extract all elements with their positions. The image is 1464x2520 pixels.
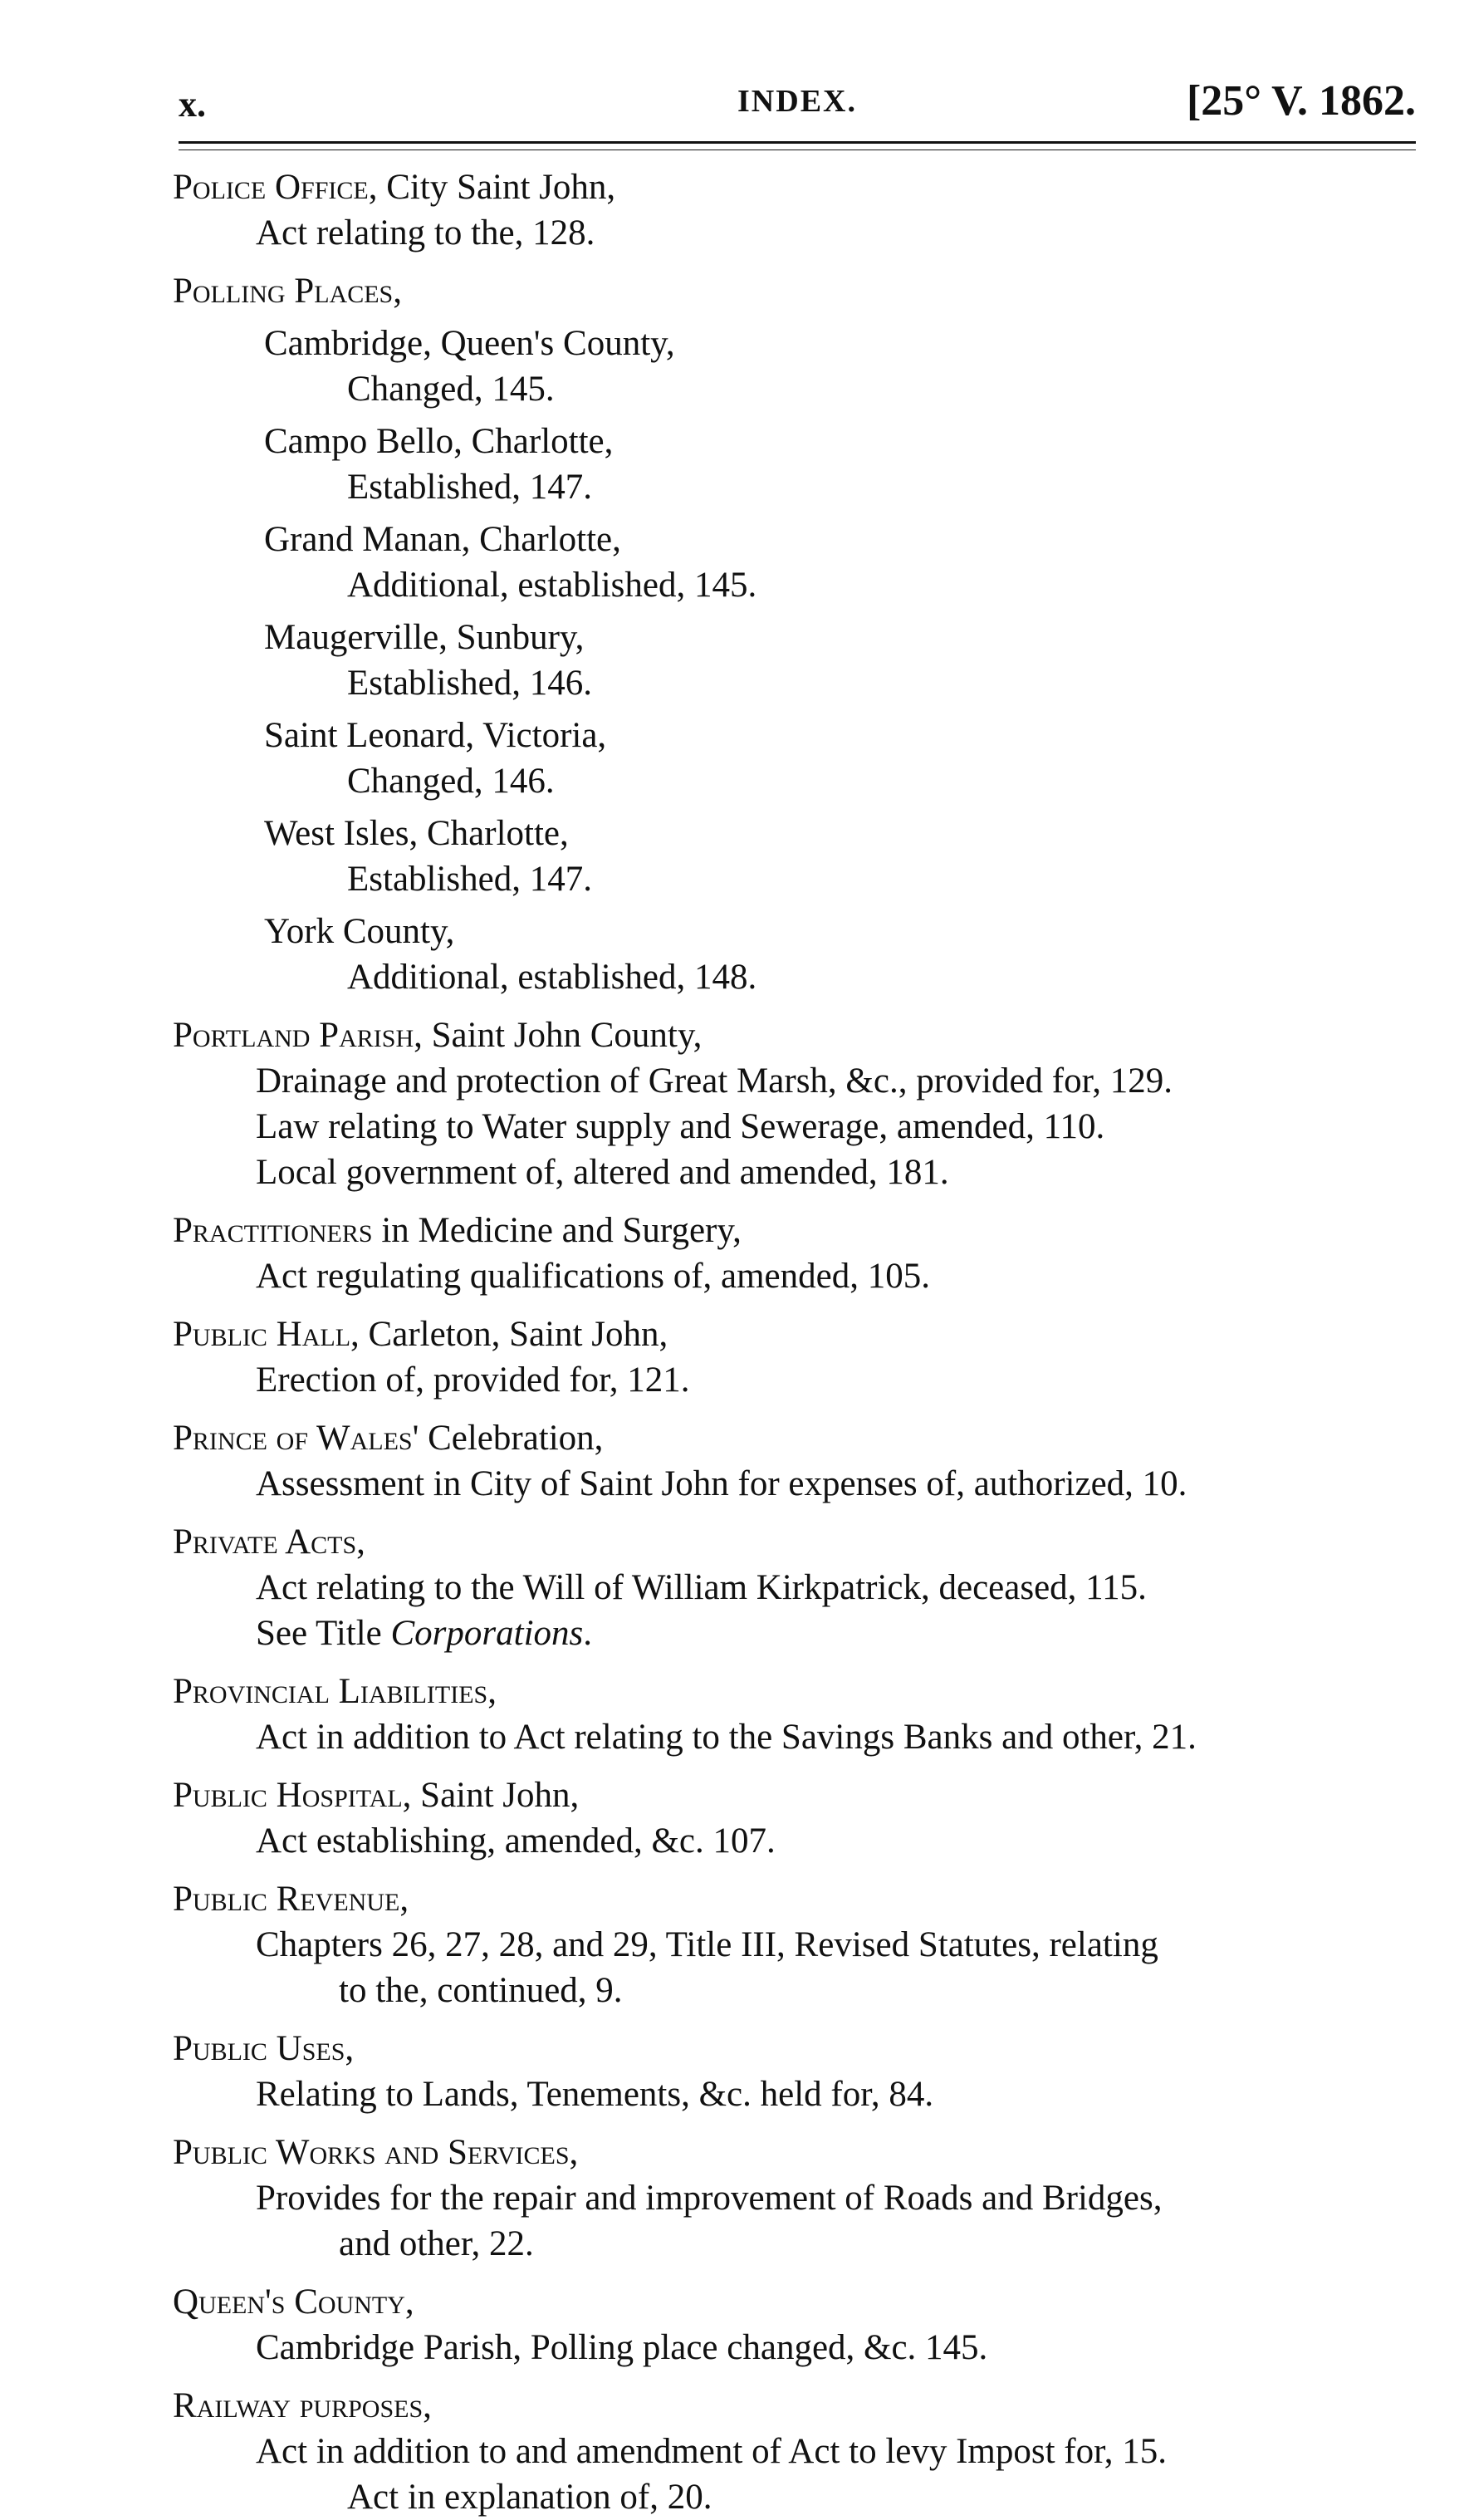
entry-heading-rest: , [356,1522,365,1562]
entry-heading-line [173,1772,1418,1818]
entry-heading-line [173,2026,1418,2071]
entry-heading-line [173,1876,1418,1922]
polling-place-detail: Changed, 145. [347,370,555,409]
polling-place [173,909,1418,1000]
polling-place [173,615,1418,706]
index-entry [173,2026,1418,2117]
page-title: INDEX. [737,84,857,119]
entry-line: Act relating to the Will of William Kirkpatrick, deceased, 115. [256,1568,1147,1607]
entry-line: Assessment in City of Saint John for expenses of, authorized, 10. [256,1464,1187,1503]
header-rule [179,141,1416,144]
entry-heading-rest: ' Celebration, [412,1419,604,1458]
polling-place-name: York County, [264,912,455,951]
page-folio: x. [179,84,206,125]
entry-heading-rest: , Saint John, [402,1776,580,1815]
entry-heading-line [173,1519,1418,1565]
entry-heading: Practitioners [173,1211,373,1250]
entry-line: Act in addition to Act relating to the Savings Banks and other, 21. [256,1718,1197,1757]
entry-heading-line [173,1208,1418,1253]
polling-place [173,321,1418,412]
polling-place-name: Grand Manan, Charlotte, [264,520,621,559]
entry-heading-line [173,1012,1418,1058]
entry-subline: Act in explanation of, 20. [347,2478,712,2517]
entry-heading-line [173,164,1418,210]
entry-heading-rest: , [404,2282,414,2321]
entry-line: Local government of, altered and amended, 181. [256,1153,949,1192]
index-entry [173,2383,1418,2520]
entry-heading-line [173,2130,1418,2175]
entry-heading-line [173,1669,1418,1714]
entry-heading: Provincial Liabilities [173,1672,488,1711]
entry-line [173,2175,1418,2267]
entry-line: Relating to Lands, Tenements, &c. held for, 84. [256,2075,934,2114]
polling-place [173,811,1418,902]
index-entry [173,1012,1418,1195]
entry-heading: Public Hospital [173,1776,403,1815]
polling-place [173,713,1418,804]
polling-place-detail: Established, 147. [347,860,592,899]
entry-line-text: Provides for the repair and improvement of Roads and Bridges, [256,2179,1163,2218]
index-entry [173,2130,1418,2267]
index-body [173,164,1418,2520]
polling-place-detail: Established, 146. [347,664,592,703]
entry-heading-rest: , City Saint John, [368,168,616,207]
entry-line: Act in addition to and amendment of Act to levy Impost for, 15. [256,2432,1167,2471]
entry-heading: Polling Places [173,272,394,311]
entry-heading-rest: , Carleton, Saint John, [350,1315,668,1354]
polling-place-detail: Established, 147. [347,468,592,507]
index-entry [173,1311,1418,1403]
entry-line-text: Chapters 26, 27, 28, and 29, Title III, Revised Statutes, relating [256,1925,1158,1964]
entry-heading: Queen's County [173,2282,405,2321]
polling-place-name: West Isles, Charlotte, [264,814,569,853]
polling-place [173,517,1418,608]
polling-place-name: Campo Bello, Charlotte, [264,422,614,461]
polling-place [173,419,1418,510]
entry-line: Drainage and protection of Great Marsh, &c., provided for, 129. [256,1061,1173,1101]
entry-line: Cambridge Parish, Polling place changed, &c. 145. [256,2328,988,2367]
see-prefix: See Title [256,1614,391,1653]
entry-heading-rest: in Medicine and Surgery, [372,1211,742,1250]
entry-heading: Public Uses [173,2029,345,2068]
entry-heading-line [173,268,1418,314]
index-entry [173,1772,1418,1864]
index-entry [173,1415,1418,1507]
index-entry [173,1876,1418,2013]
entry-line-continuation: and other, 22. [339,2224,534,2263]
polling-place-name: Maugerville, Sunbury, [264,618,585,657]
entry-line: Act relating to the, 128. [256,213,595,252]
entry-heading: Police Office [173,168,369,207]
entry-line: Erection of, provided for, 121. [256,1361,690,1400]
entry-heading-line [173,1311,1418,1357]
page-header [179,76,1416,135]
index-entry [173,1669,1418,1760]
polling-place-detail: Changed, 146. [347,762,555,801]
entry-heading-line [173,2383,1418,2429]
see-suffix: . [583,1614,593,1653]
entry-heading: Public Works and Services [173,2133,570,2172]
entry-heading: Public Hall [173,1315,351,1354]
entry-line [173,1922,1418,2013]
entry-heading-rest: , [399,1880,409,1919]
entry-line: Law relating to Water supply and Sewerage, amended, 110. [256,1107,1105,1146]
entry-heading: Public Revenue [173,1880,400,1919]
index-entry [173,268,1418,1000]
entry-heading: Portland Parish [173,1016,414,1055]
index-entry [173,1208,1418,1299]
entry-heading-line [173,2279,1418,2325]
entry-heading-line [173,1415,1418,1461]
entry-heading-rest: , [345,2029,355,2068]
index-entry [173,2279,1418,2370]
entry-heading-rest: , [423,2386,432,2425]
polling-place-name: Cambridge, Queen's County, [264,324,675,363]
entry-line-continuation: to the, continued, 9. [339,1971,623,2010]
polling-place-name: Saint Leonard, Victoria, [264,716,607,755]
index-entry [173,164,1418,256]
entry-heading-rest: , [393,272,402,311]
polling-place-detail: Additional, established, 148. [347,958,757,997]
entry-heading-rest: , Saint John County, [414,1016,703,1055]
index-entry [173,1519,1418,1656]
entry-heading: Private Acts [173,1522,357,1562]
entry-heading-rest: , [487,1672,497,1711]
entry-heading-rest: , [569,2133,579,2172]
entry-line: Act establishing, amended, &c. 107. [256,1821,776,1861]
page-year: [25° V. 1862. [1186,77,1416,125]
entry-heading: Prince of Wales [173,1419,413,1458]
entry-heading: Railway purposes [173,2386,424,2425]
polling-place-detail: Additional, established, 145. [347,566,757,605]
see-title: Corporations [390,1614,584,1653]
see-reference [173,1611,1418,1656]
entry-line: Act regulating qualifications of, amended, 105. [256,1257,930,1296]
